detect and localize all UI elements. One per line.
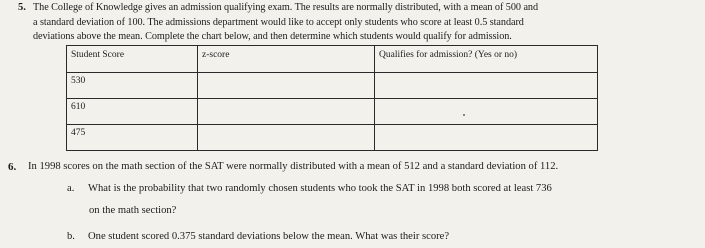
table-cell: 530 <box>67 73 198 99</box>
table-header-row <box>67 46 598 73</box>
z-score-table <box>66 45 598 151</box>
table-cell: 475 <box>67 125 198 151</box>
table-cell[interactable] <box>375 73 598 99</box>
stray-mark <box>463 114 465 116</box>
table-cell[interactable] <box>375 99 598 125</box>
table-header-cell: Qualifies for admission? (Yes or no) <box>375 46 598 73</box>
question-number: 5. <box>18 2 26 13</box>
part-b-text: One student scored 0.375 standard deviations below the mean. What was their score? <box>88 231 450 242</box>
table-cell: 610 <box>67 99 198 125</box>
part-a-text: What is the probability that two randomly chosen students who took the SAT in 1998 both scored at least 736 <box>88 183 552 194</box>
table-cell[interactable] <box>198 99 375 125</box>
part-b-label: b. <box>67 231 75 242</box>
table-cell[interactable] <box>198 125 375 151</box>
question-text-line: The College of Knowledge gives an admission qualifying exam. The results are normally distributed, with a mean of 500 and <box>33 2 538 13</box>
table-row <box>67 125 598 151</box>
question-text-line: a standard deviation of 100. The admissions department would like to accept only students who score at least 0.5 standard <box>33 17 524 28</box>
question-number: 6. <box>8 161 17 173</box>
table-row <box>67 99 598 125</box>
table-header-cell: z-score <box>198 46 375 73</box>
question-text: In 1998 scores on the math section of the SAT were normally distributed with a mean of 512 and a standard deviation of 112. <box>28 161 559 172</box>
table-row <box>67 73 598 99</box>
part-a-text-continued: on the math section? <box>89 205 177 216</box>
part-a-label: a. <box>67 183 75 194</box>
table-header-cell: Student Score <box>67 46 198 73</box>
table-cell[interactable] <box>375 125 598 151</box>
question-text-line: deviations above the mean. Complete the chart below, and then determine which students would qualify for admission. <box>33 31 512 42</box>
table-cell[interactable] <box>198 73 375 99</box>
